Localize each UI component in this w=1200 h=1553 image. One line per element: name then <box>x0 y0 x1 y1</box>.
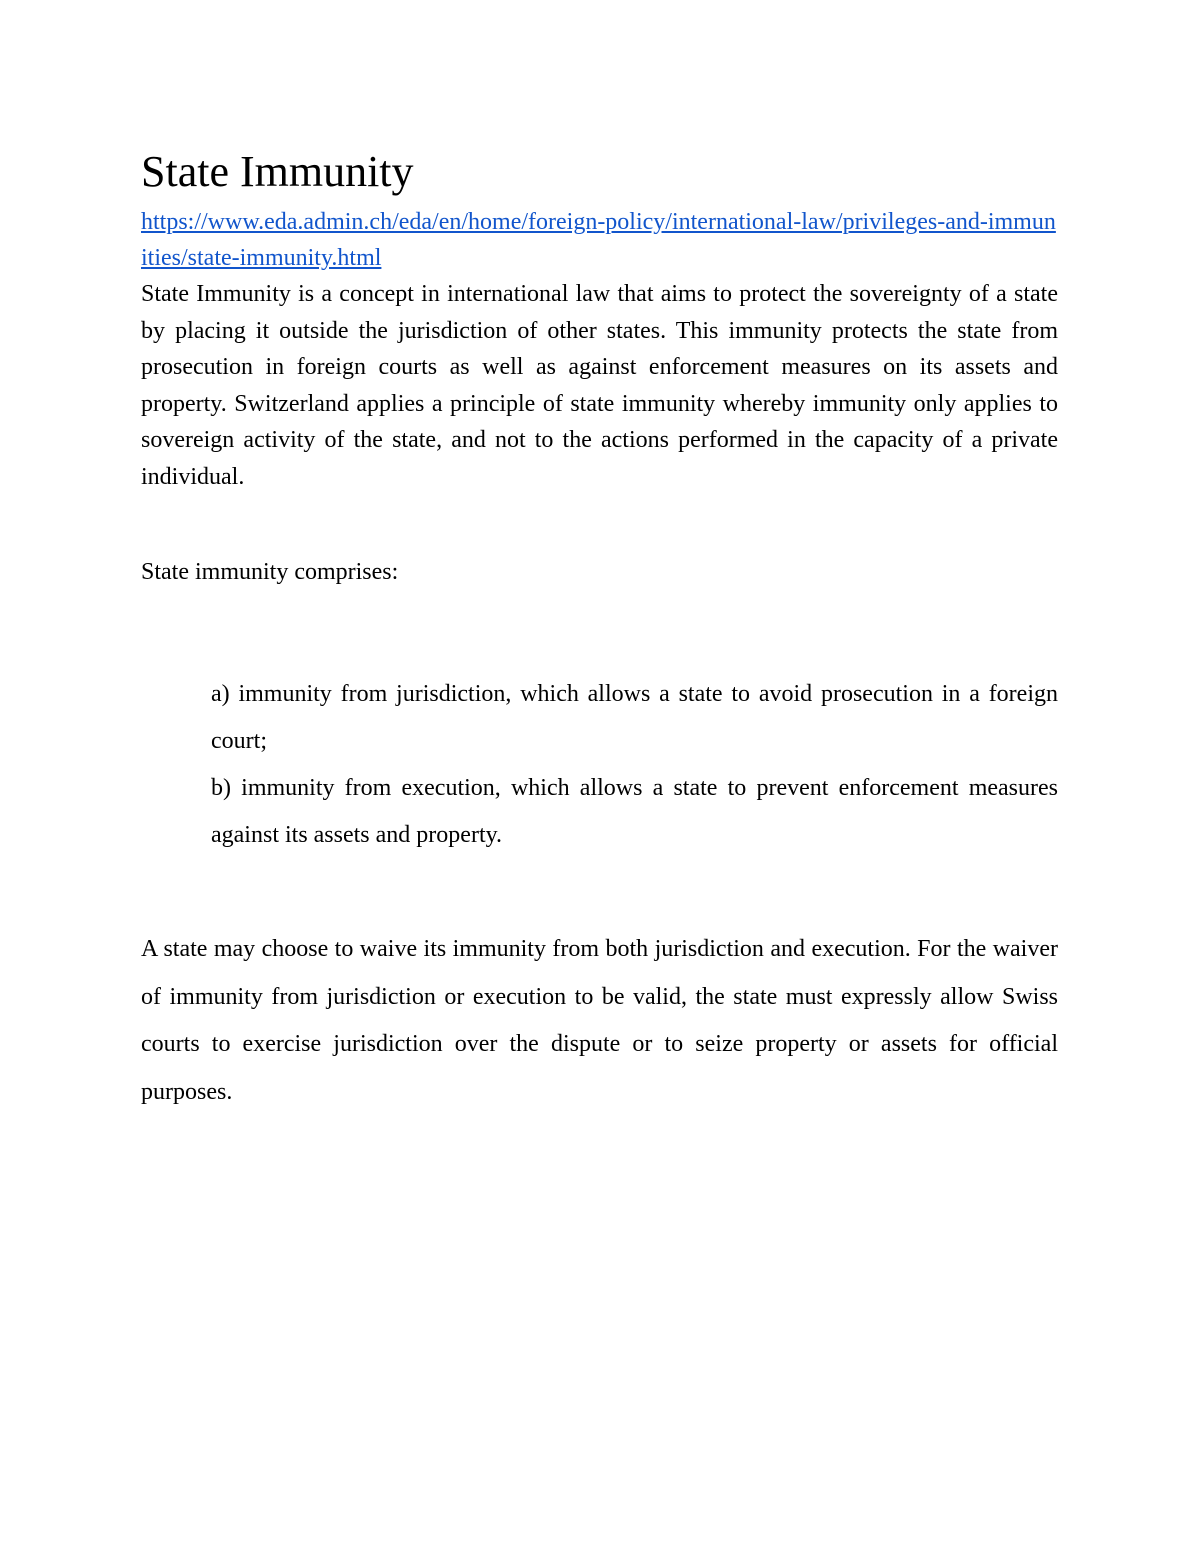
list-item: b) immunity from execution, which allows a state to prevent enforcement measures against its assets and property. <box>211 775 1058 848</box>
document-title: State Immunity <box>141 147 414 196</box>
waiver-paragraph: A state may choose to waive its immunity from both jurisdiction and execution. For the waiver of immunity from jurisdiction or execution to be valid, the state must expressly allow Swiss courts to exercise jurisdiction over the dispute or to seize property or assets for official purposes. <box>141 936 1058 1105</box>
list-item: a) immunity from jurisdiction, which allows a state to avoid prosecution in a foreign court; <box>211 681 1058 754</box>
immunity-list <box>211 671 1058 859</box>
intro-paragraph: State Immunity is a concept in international law that aims to protect the sovereignty of a state by placing it outside the jurisdiction of other states. This immunity protects the state from prosecution in foreign courts as well as against enforcement measures on its assets and property. Switzerland applies a principle of state immunity whereby immunity only applies to sovereign activity of the state, and not to the actions performed in the capacity of a private individual. <box>141 281 1058 490</box>
source-link[interactable]: https://www.eda.admin.ch/eda/en/home/foreign-policy/international-law/privileges-and-immunities/state-immunity.html <box>141 209 1056 271</box>
comprises-label: State immunity comprises: <box>141 559 399 585</box>
document-body <box>141 143 1058 1105</box>
